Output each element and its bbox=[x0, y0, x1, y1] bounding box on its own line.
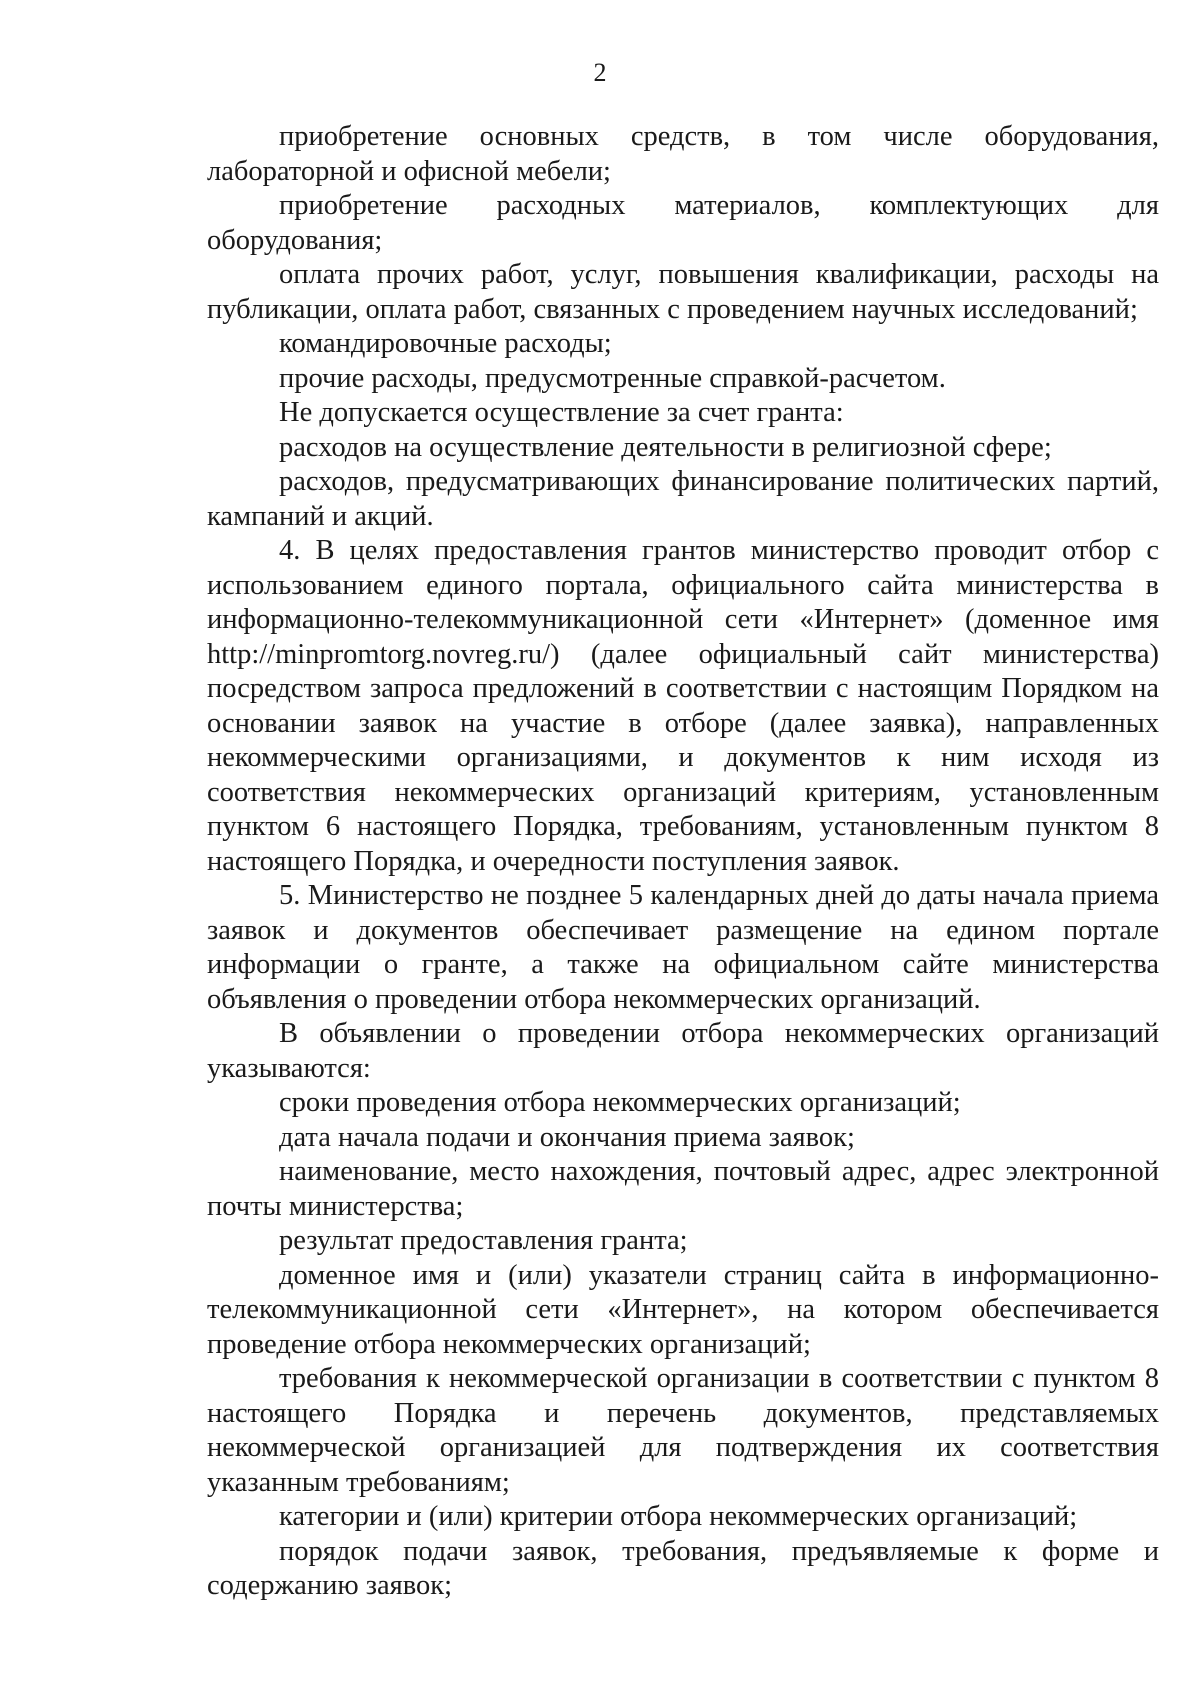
paragraph-fixed-assets: приобретение основных средств, в том числе оборудования, лабораторной и офисной мебели; bbox=[207, 121, 1159, 187]
paragraph-section-4: 4. В целях предоставления грантов министерство проводит отбор с использованием единого портала, официального сайта министерства в информационно-телекоммуникационной сети «Интернет» (доменное имя http://minpromtorg.novreg.ru/) (далее официальный сайт министерства) посредством запроса предложений в соответствии с настоящим Порядком на основании заявок на участие в отборе (далее заявка), направленных некоммерческими организациями, и документов к ним исходя из соответствия некоммерческих организаций критериям, установленным пунктом 6 настоящего Порядка, требованиям, установленным пунктом 8 настоящего Порядка, и очередности поступления заявок. bbox=[207, 535, 1159, 877]
paragraph-selection-terms: сроки проведения отбора некоммерческих организаций; bbox=[279, 1087, 961, 1118]
paragraph-grant-result: результат предоставления гранта; bbox=[279, 1225, 688, 1256]
page-number: 2 bbox=[593, 58, 607, 87]
paragraph-criteria: категории и (или) критерии отбора некоммерческих организаций; bbox=[279, 1501, 1078, 1532]
document-body bbox=[207, 120, 1159, 1604]
paragraph-domain-name: доменное имя и (или) указатели страниц сайта в информационно-телекоммуникационной сети «Интернет», на котором обеспечивается проведение отбора некоммерческих организаций; bbox=[207, 1259, 1159, 1360]
paragraph-submission-order: порядок подачи заявок, требования, предъявляемые к форме и содержанию заявок; bbox=[207, 1535, 1159, 1601]
paragraph-section-5: 5. Министерство не позднее 5 календарных дней до даты начала приема заявок и документов обеспечивает размещение на едином портале информации о гранте, а также на официальном сайте министерства объявления о проведении отбора некоммерческих организаций. bbox=[207, 880, 1159, 1015]
paragraph-consumables: приобретение расходных материалов, комплектующих для оборудования; bbox=[207, 190, 1159, 256]
paragraph-ministry-contacts: наименование, место нахождения, почтовый адрес, адрес электронной почты министерства; bbox=[207, 1156, 1159, 1222]
paragraph-political: расходов, предусматривающих финансирование политических партий, кампаний и акций. bbox=[207, 466, 1159, 532]
paragraph-other-works: оплата прочих работ, услуг, повышения квалификации, расходы на публикации, оплата работ, связанных с проведением научных исследований; bbox=[207, 259, 1159, 325]
paragraph-requirements: требования к некоммерческой организации в соответствии с пунктом 8 настоящего Порядка и перечень документов, представляемых некоммерческой организацией для подтверждения их соответствия указанным требованиям; bbox=[207, 1363, 1159, 1498]
paragraph-religious: расходов на осуществление деятельности в религиозной сфере; bbox=[279, 431, 1052, 463]
paragraph-travel-expenses: командировочные расходы; bbox=[279, 328, 612, 359]
paragraph-not-allowed: Не допускается осуществление за счет гранта: bbox=[279, 397, 844, 428]
paragraph-application-dates: дата начала подачи и окончания приема заявок; bbox=[279, 1121, 855, 1153]
paragraph-announcement-intro: В объявлении о проведении отбора некоммерческих организаций указываются: bbox=[207, 1018, 1159, 1084]
paragraph-other-expenses: прочие расходы, предусмотренные справкой-расчетом. bbox=[279, 362, 946, 394]
